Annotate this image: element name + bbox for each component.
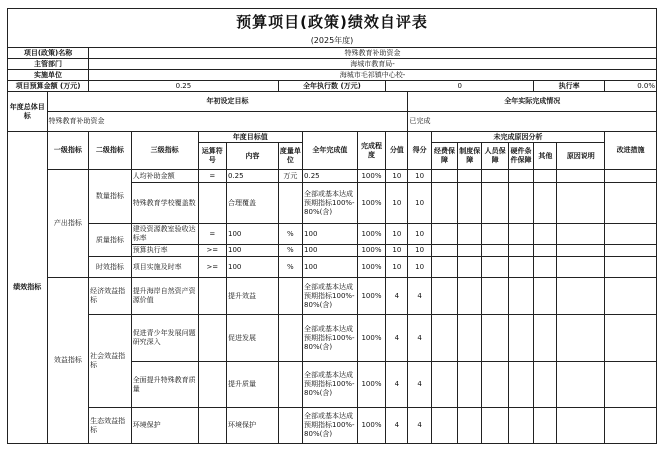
budget-label: 项目预算金额 (万元)	[8, 81, 89, 92]
reason-cell	[458, 278, 482, 315]
measures-cell	[605, 183, 657, 224]
indicator-op	[198, 183, 226, 224]
group-output: 产出指标	[47, 170, 89, 278]
exec-label: 全年执行数 (万元)	[278, 81, 385, 92]
indicator-unit	[278, 408, 302, 444]
reason-cell	[431, 170, 457, 183]
rate-value: 0.0%	[605, 81, 657, 92]
group-benefit: 效益指标	[47, 278, 89, 444]
reason-cell	[557, 257, 605, 278]
header-got: 得分	[408, 132, 431, 170]
reason-cell	[431, 224, 457, 245]
indicator-l3: 全面提升特殊教育质量	[131, 362, 198, 408]
goal-actual-value: 已完成	[408, 112, 657, 132]
measures-cell	[605, 224, 657, 245]
indicator-score: 4	[386, 362, 408, 408]
indicator-got: 4	[408, 362, 431, 408]
table-row	[8, 257, 657, 278]
reason-cell	[508, 315, 533, 362]
table-row	[8, 315, 657, 362]
table-row	[8, 408, 657, 444]
indicator-unit	[278, 183, 302, 224]
indicator-l3: 建设资源教室验收达标率	[131, 224, 198, 245]
reason-cell	[482, 245, 508, 257]
goal-planned-header: 年初设定目标	[47, 92, 408, 112]
reason-cell	[534, 362, 557, 408]
indicator-got: 10	[408, 183, 431, 224]
indicator-got: 4	[408, 408, 431, 444]
indicator-full: 0.25	[303, 170, 358, 183]
evaluation-sheet	[7, 8, 657, 444]
reason-cell	[534, 183, 557, 224]
dept-label: 主管部门	[8, 59, 89, 70]
group-quantity: 数量指标	[89, 170, 132, 224]
indicator-full: 100	[303, 245, 358, 257]
rate-label: 执行率	[534, 81, 605, 92]
reason-cell	[431, 278, 457, 315]
indicator-op	[198, 408, 226, 444]
reason-cell	[482, 278, 508, 315]
reason-cell	[508, 257, 533, 278]
reason-cell	[534, 257, 557, 278]
indicator-degree: 100%	[357, 183, 385, 224]
indicator-score: 4	[386, 315, 408, 362]
exec-value: 0	[386, 81, 534, 92]
indicator-got: 10	[408, 224, 431, 245]
reason-cell	[458, 257, 482, 278]
header-reason-note: 原因说明	[557, 143, 605, 170]
reason-cell	[534, 315, 557, 362]
header-unit: 度量单位	[278, 143, 302, 170]
sheet-year: (2025年度)	[7, 35, 657, 47]
indicator-content: 促进发展	[227, 315, 279, 362]
indicator-degree: 100%	[357, 224, 385, 245]
indicator-got: 10	[408, 245, 431, 257]
reason-cell	[458, 170, 482, 183]
indicator-l3: 项目实施及时率	[131, 257, 198, 278]
indicator-degree: 100%	[357, 278, 385, 315]
reason-cell	[482, 315, 508, 362]
project-name-value: 特殊教育补助资金	[89, 48, 657, 59]
reason-cell	[534, 278, 557, 315]
measures-cell	[605, 362, 657, 408]
indicator-content: 0.25	[227, 170, 279, 183]
reason-cell	[557, 224, 605, 245]
indicator-got: 4	[408, 278, 431, 315]
indicator-l3: 促进青少年发展问题研究深入	[131, 315, 198, 362]
reason-cell	[534, 245, 557, 257]
project-name-label: 项目(政策)名称	[8, 48, 89, 59]
indicator-l3: 预算执行率	[131, 245, 198, 257]
reason-cell	[458, 183, 482, 224]
indicator-score: 10	[386, 183, 408, 224]
header-content: 内容	[227, 143, 279, 170]
header-target-group: 年度目标值	[198, 132, 302, 143]
reason-cell	[508, 278, 533, 315]
reason-cell	[458, 245, 482, 257]
reason-cell	[534, 408, 557, 444]
header-level1: 一级指标	[47, 132, 89, 170]
indicator-degree: 100%	[357, 315, 385, 362]
perf-indicator-label: 绩效指标	[8, 132, 48, 444]
reason-cell	[557, 278, 605, 315]
reason-cell	[482, 183, 508, 224]
indicator-got: 10	[408, 170, 431, 183]
reason-cell	[508, 183, 533, 224]
reason-cell	[431, 362, 457, 408]
goal-label: 年度总体目标	[8, 92, 48, 132]
indicator-l3: 特殊教育学校覆盖数	[131, 183, 198, 224]
group-quality: 质量指标	[89, 224, 132, 257]
indicator-degree: 100%	[357, 408, 385, 444]
indicator-unit: %	[278, 245, 302, 257]
reason-cell	[458, 408, 482, 444]
header-measures: 改进措施	[605, 132, 657, 170]
indicator-op	[198, 278, 226, 315]
dept-value: 海城市教育局-	[89, 59, 657, 70]
indicator-full: 全部或基本达成预期指标100%-80%(含)	[303, 362, 358, 408]
reason-cell	[482, 170, 508, 183]
indicator-content: 提升效益	[227, 278, 279, 315]
indicator-score: 10	[386, 257, 408, 278]
indicator-unit: 万元	[278, 170, 302, 183]
header-reason-other: 其他	[534, 143, 557, 170]
measures-cell	[605, 315, 657, 362]
measures-cell	[605, 170, 657, 183]
reason-cell	[458, 224, 482, 245]
reason-cell	[534, 170, 557, 183]
reason-cell	[482, 224, 508, 245]
indicator-full: 全部或基本达成预期指标100%-80%(含)	[303, 408, 358, 444]
reason-cell	[458, 362, 482, 408]
measures-cell	[605, 257, 657, 278]
indicator-full: 全部或基本达成预期指标100%-80%(含)	[303, 183, 358, 224]
header-reason-system: 制度保障	[458, 143, 482, 170]
reason-cell	[557, 315, 605, 362]
indicator-full: 100	[303, 224, 358, 245]
reason-cell	[508, 224, 533, 245]
table-row	[8, 224, 657, 245]
indicator-op	[198, 315, 226, 362]
group-social: 社会效益指标	[89, 315, 132, 408]
indicator-content: 环境保护	[227, 408, 279, 444]
header-op: 运算符号	[198, 143, 226, 170]
evaluation-table	[7, 47, 657, 444]
indicator-full: 全部或基本达成预期指标100%-80%(含)	[303, 315, 358, 362]
reason-cell	[557, 170, 605, 183]
reason-cell	[508, 362, 533, 408]
reason-cell	[431, 245, 457, 257]
indicator-op: >=	[198, 257, 226, 278]
indicator-unit	[278, 362, 302, 408]
reason-cell	[508, 170, 533, 183]
group-eco: 生态效益指标	[89, 408, 132, 444]
indicator-degree: 100%	[357, 170, 385, 183]
indicator-score: 10	[386, 170, 408, 183]
header-reason-funds: 经费保障	[431, 143, 457, 170]
indicator-score: 10	[386, 245, 408, 257]
indicator-score: 4	[386, 408, 408, 444]
indicator-op: >=	[198, 245, 226, 257]
indicator-content: 100	[227, 224, 279, 245]
header-reason-staff: 人员保障	[482, 143, 508, 170]
reason-cell	[431, 257, 457, 278]
impl-label: 实施单位	[8, 70, 89, 81]
measures-cell	[605, 245, 657, 257]
header-level2: 二级指标	[89, 132, 132, 170]
indicator-unit	[278, 315, 302, 362]
indicator-op: =	[198, 170, 226, 183]
indicator-unit	[278, 278, 302, 315]
table-row	[8, 170, 657, 183]
reason-cell	[431, 408, 457, 444]
indicator-op	[198, 362, 226, 408]
indicator-op: =	[198, 224, 226, 245]
table-row	[8, 278, 657, 315]
indicator-content: 100	[227, 245, 279, 257]
reason-cell	[431, 183, 457, 224]
group-economic: 经济效益指标	[89, 278, 132, 315]
header-score: 分值	[386, 132, 408, 170]
indicator-unit: %	[278, 257, 302, 278]
header-full-year: 全年完成值	[303, 132, 358, 170]
reason-cell	[557, 245, 605, 257]
reason-cell	[508, 245, 533, 257]
header-level3: 三级指标	[131, 132, 198, 170]
indicator-degree: 100%	[357, 257, 385, 278]
indicator-content: 合理覆盖	[227, 183, 279, 224]
indicator-got: 10	[408, 257, 431, 278]
indicator-degree: 100%	[357, 362, 385, 408]
indicator-unit: %	[278, 224, 302, 245]
reason-cell	[557, 362, 605, 408]
goal-planned-value: 特殊教育补助资金	[47, 112, 408, 132]
sheet-title: 预算项目(政策)绩效自评表	[7, 8, 657, 35]
header-reason-hardware: 硬件条件保障	[508, 143, 533, 170]
reason-cell	[458, 315, 482, 362]
indicator-l3: 环境保护	[131, 408, 198, 444]
reason-cell	[482, 257, 508, 278]
measures-cell	[605, 278, 657, 315]
reason-cell	[557, 408, 605, 444]
indicator-content: 提升质量	[227, 362, 279, 408]
indicator-full: 100	[303, 257, 358, 278]
reason-cell	[557, 183, 605, 224]
indicator-l3: 人均补助金额	[131, 170, 198, 183]
header-degree: 完成程度	[357, 132, 385, 170]
indicator-content: 100	[227, 257, 279, 278]
indicator-got: 4	[408, 315, 431, 362]
reason-cell	[431, 315, 457, 362]
indicator-l3: 提升海岸自然资产资源价值	[131, 278, 198, 315]
indicator-full: 全部或基本达成预期指标100%-80%(含)	[303, 278, 358, 315]
group-timeliness: 时效指标	[89, 257, 132, 278]
reason-cell	[482, 362, 508, 408]
reason-cell	[482, 408, 508, 444]
goal-actual-header: 全年实际完成情况	[408, 92, 657, 112]
impl-value: 海城市毛祁镇中心校-	[89, 70, 657, 81]
budget-value: 0.25	[89, 81, 279, 92]
indicator-degree: 100%	[357, 245, 385, 257]
measures-cell	[605, 408, 657, 444]
reason-cell	[534, 224, 557, 245]
reason-cell	[508, 408, 533, 444]
indicator-score: 4	[386, 278, 408, 315]
header-reasons-group: 未完成原因分析	[431, 132, 604, 143]
indicator-score: 10	[386, 224, 408, 245]
